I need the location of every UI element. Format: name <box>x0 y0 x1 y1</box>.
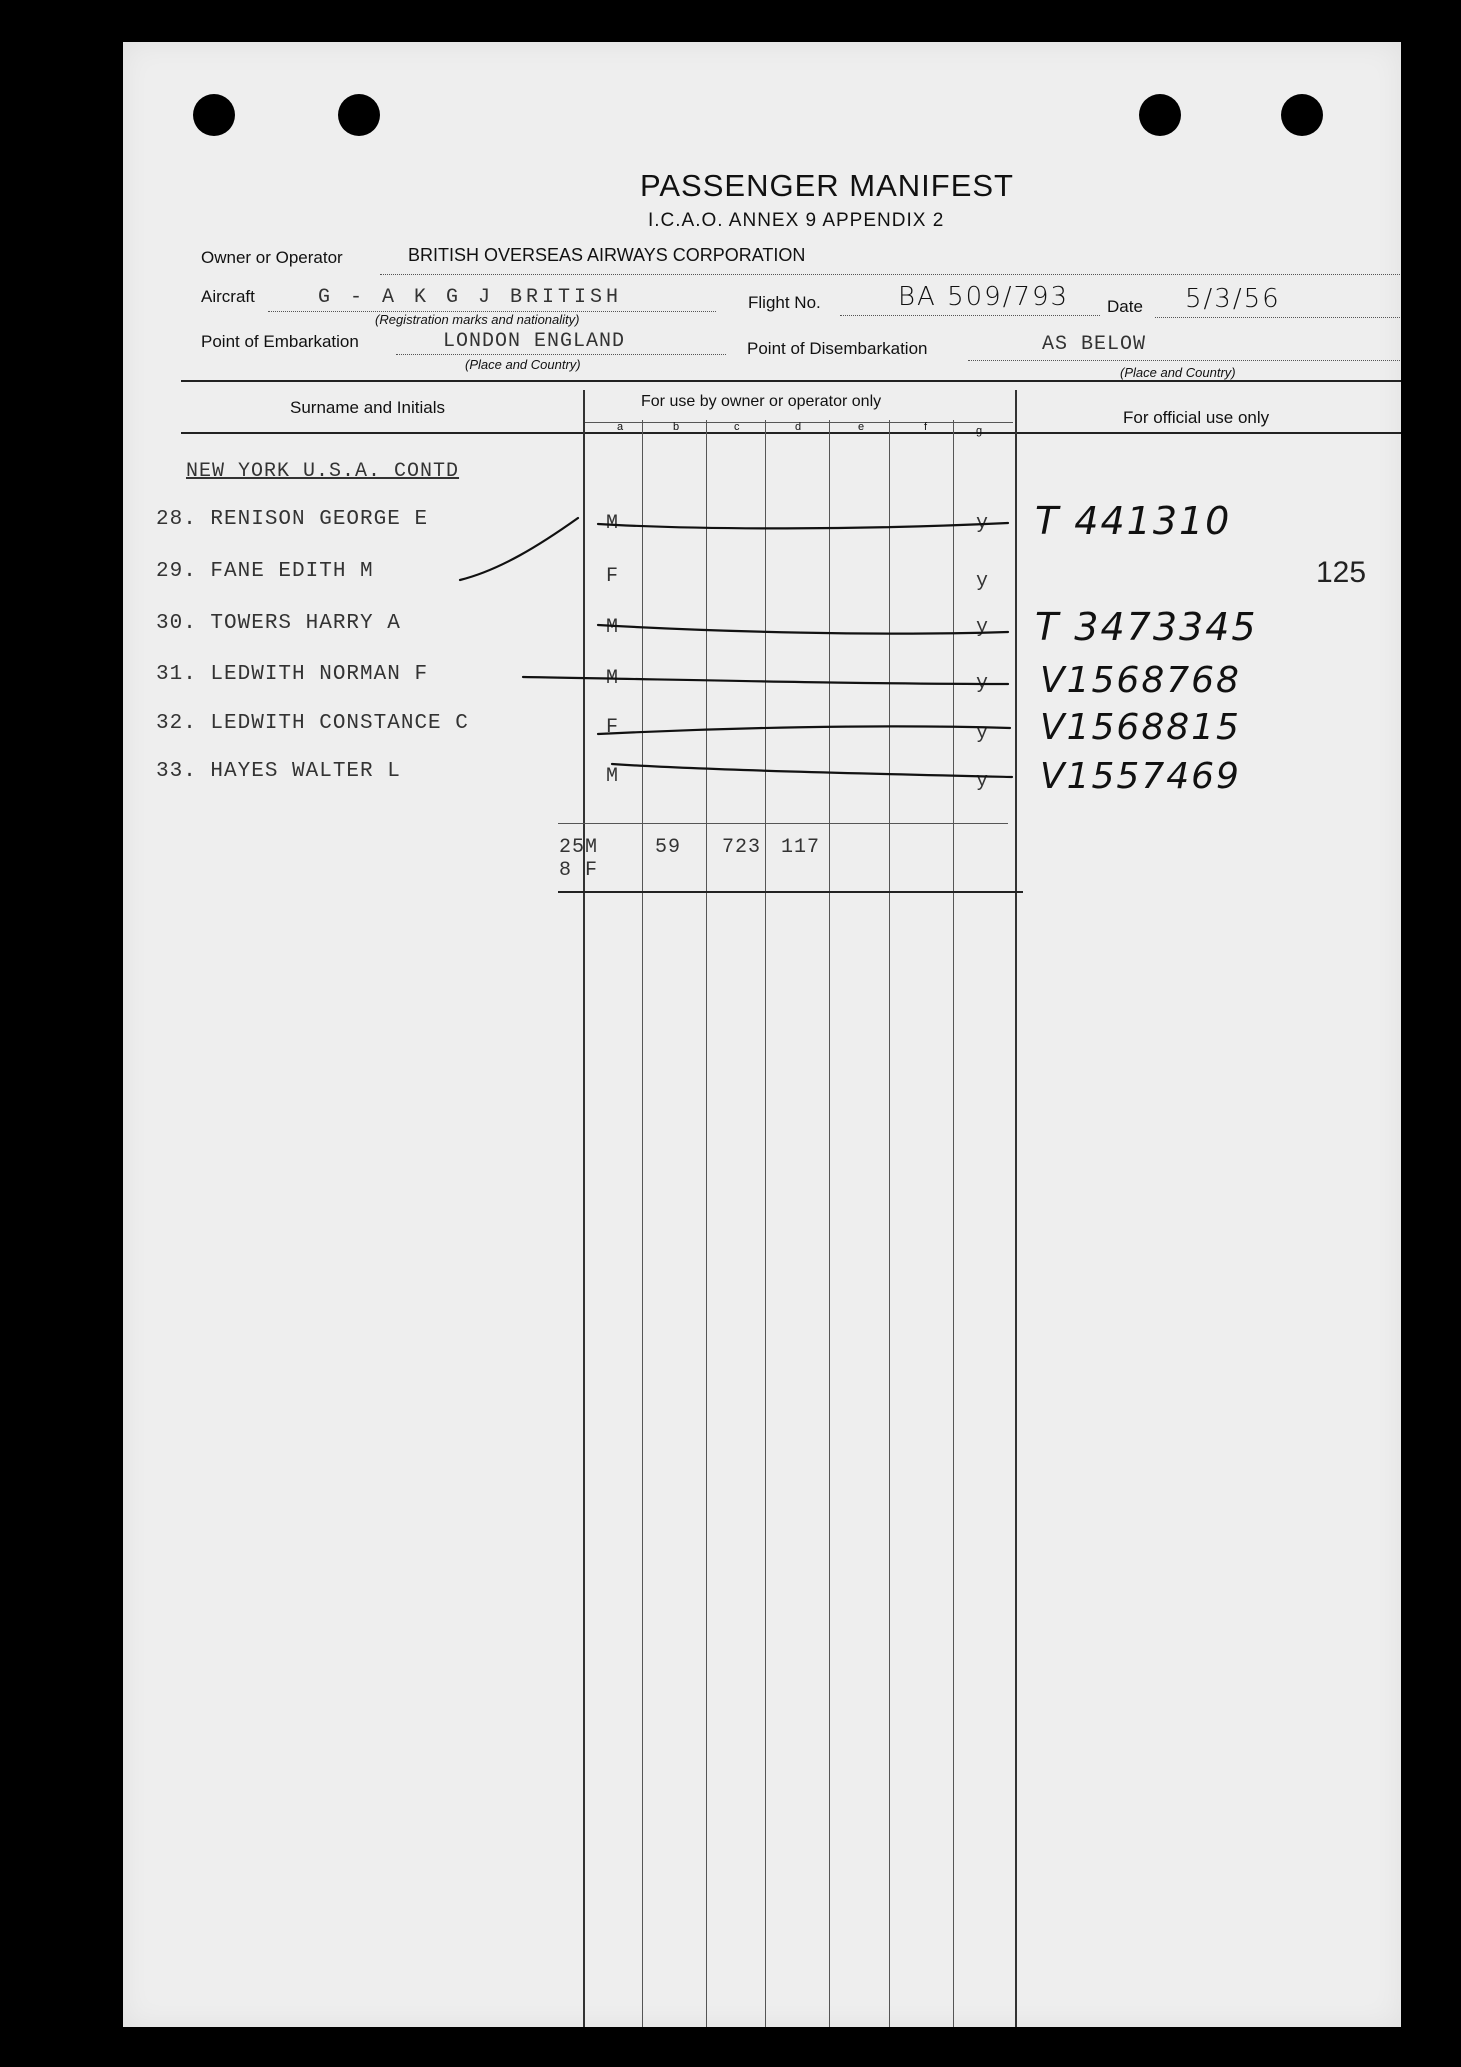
row-flag: y <box>976 512 990 535</box>
flight-value: BA 509/793 <box>898 282 1070 312</box>
col-line-official <box>1015 390 1017 2027</box>
col-line-b <box>642 420 643 2027</box>
row-official: V1568768 <box>1040 660 1241 701</box>
section-heading: NEW YORK U.S.A. CONTD <box>186 460 460 483</box>
table-top-rule <box>181 380 1401 382</box>
col-operator-header: For use by owner or operator only <box>641 393 882 410</box>
col-line-e <box>829 420 830 2027</box>
row-official: T 3473345 <box>1035 605 1258 649</box>
subcol-a: a <box>617 421 624 433</box>
owner-line <box>380 274 1400 275</box>
row-sex: M <box>606 616 620 639</box>
punch-hole-2 <box>338 94 380 136</box>
totals-top-rule <box>558 823 1008 824</box>
col-line-d <box>765 420 766 2027</box>
totals-sex-m: 25M <box>559 836 599 859</box>
row-official: V1568815 <box>1040 707 1241 748</box>
punch-hole-1 <box>193 94 235 136</box>
subcol-c: c <box>734 421 740 433</box>
row-official: V1557469 <box>1040 756 1241 797</box>
totals-d: 117 <box>781 836 821 859</box>
totals-sex-f: 8 F <box>559 859 599 882</box>
row-name: 29. FANE EDITH M <box>156 560 374 583</box>
owner-label: Owner or Operator <box>201 248 343 267</box>
col-line-a <box>583 390 585 2027</box>
col-surname-header: Surname and Initials <box>290 398 445 417</box>
punch-hole-3 <box>1139 94 1181 136</box>
embark-note: (Place and Country) <box>465 357 581 372</box>
row-sex: M <box>606 765 620 788</box>
col-line-c <box>706 420 707 2027</box>
row-sex: F <box>606 565 620 588</box>
col-line-f <box>889 420 890 2027</box>
disembark-value: AS BELOW <box>1042 333 1147 356</box>
row-flag: y <box>976 570 990 593</box>
date-line <box>1155 317 1400 318</box>
row-name: 28. RENISON GEORGE E <box>156 508 429 531</box>
totals-b: 59 <box>655 836 682 859</box>
totals-bottom-rule <box>558 891 1023 893</box>
subcol-d: d <box>795 421 802 433</box>
row-flag: y <box>976 616 990 639</box>
row-name: 33. HAYES WALTER L <box>156 760 401 783</box>
disembark-label: Point of Disembarkation <box>747 339 928 358</box>
col-official-header: For official use only <box>1123 408 1270 427</box>
aircraft-value: G - A K G J BRITISH <box>318 286 623 309</box>
subcol-f: f <box>924 421 928 433</box>
subcol-e: e <box>858 421 865 433</box>
owner-value: BRITISH OVERSEAS AIRWAYS CORPORATION <box>408 245 806 265</box>
row-name: 31. LEDWITH NORMAN F <box>156 663 429 686</box>
punch-hole-4 <box>1281 94 1323 136</box>
row-sex: F <box>606 716 620 739</box>
col-line-g <box>953 420 954 2027</box>
page-title: PASSENGER MANIFEST <box>640 168 1014 203</box>
margin-number: 125 <box>1316 556 1367 589</box>
disembark-line <box>968 360 1400 361</box>
table-header-rule <box>181 432 1401 434</box>
registration-note: (Registration marks and nationality) <box>375 312 580 327</box>
embark-line <box>396 354 726 355</box>
subcol-b: b <box>673 421 680 433</box>
disembark-note: (Place and Country) <box>1120 365 1236 380</box>
subcol-g: g <box>976 425 983 437</box>
page-subtitle: I.C.A.O. ANNEX 9 APPENDIX 2 <box>648 210 945 231</box>
embark-label: Point of Embarkation <box>201 332 359 351</box>
date-value: 5/3/56 <box>1185 284 1281 314</box>
row-name: 30. TOWERS HARRY A <box>156 612 401 635</box>
date-label: Date <box>1107 297 1143 316</box>
row-sex: M <box>606 512 620 535</box>
row-flag: y <box>976 722 990 745</box>
row-name: 32. LEDWITH CONSTANCE C <box>156 712 469 735</box>
row-sex: M <box>606 667 620 690</box>
totals-c: 723 <box>722 836 762 859</box>
embark-value: LONDON ENGLAND <box>443 330 626 353</box>
aircraft-label: Aircraft <box>201 287 255 306</box>
row-flag: y <box>976 770 990 793</box>
flight-label: Flight No. <box>748 293 821 312</box>
row-flag: y <box>976 672 990 695</box>
flight-line <box>840 315 1100 316</box>
row-official: T 441310 <box>1035 499 1232 543</box>
